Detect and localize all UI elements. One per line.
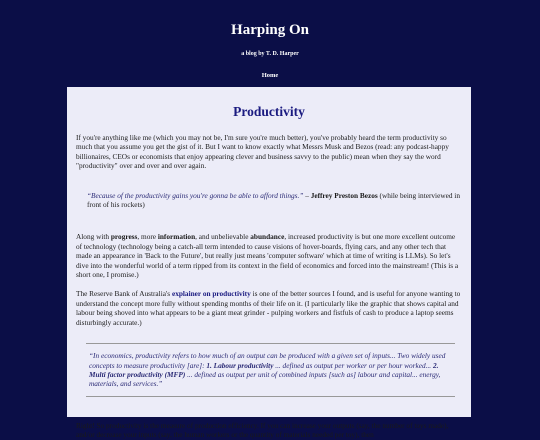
- labour-productivity-term: 1. Labour productivity: [206, 360, 274, 370]
- text-span: The Reserve Bank of Australia's: [76, 289, 172, 299]
- bezos-quote: [76, 191, 463, 210]
- text-span: ... defined as output per unit of combined inputs [such as] labour and capital... energy, materials, and services.”: [89, 369, 441, 389]
- paragraph-intro: If you're anything like me (which you may not be, I'm sure you're much better), you've probably heard the term productivity so much that you assume you get the gist of it. But I want to know exactly what Messrs Musk and Bezos (read: any podcast-happy billionaires, CEOs or economists that enjoy appearing clever and business savvy to the public) mean when they say the word "productivity" over and over and over again.: [76, 133, 449, 171]
- text-span: , more: [137, 232, 158, 242]
- post-content: [67, 133, 471, 440]
- text-span: , increased productivity is but one more excellent outcome of technology (technology being a catch-all term intended to cause visions of hover-boards, flying cars, and any other tech that made an appearance in 'Back to the Future', but really just means 'computer software' which at time of writing is LLMs). So let's dive into the wonderful world of a term ripped from its context in the field of economics and forced into the mainstream! (This is a short one, I promise.): [76, 232, 459, 280]
- blog-header: [0, 0, 540, 82]
- text-span: “In economics, productivity refers to how much of an output can be produced with a given set of inputs... Two widely used concepts to measure productivity [are]:: [89, 351, 446, 370]
- bezos-quote-separator: –: [303, 190, 311, 200]
- text-span: , and unbelievable: [195, 232, 251, 242]
- text-span: ... defined as output per worker or per hour worked...: [273, 360, 433, 370]
- emphasis-abundance: abundance: [250, 232, 285, 242]
- text-span: Along with: [76, 232, 111, 242]
- paragraph-rba: [76, 289, 463, 327]
- site-tagline: a blog by T. D. Harper: [241, 51, 299, 57]
- text-span: is one of the better sources I found, and is useful for anyone wanting to understand the concept more fully without spending months of their life on it. (I particularly like the graphic that shows capital and labour being shoved into what appears to be a giant meat grinder - pulping workers and fistfuls of cash to produce a laptop seems disturbingly accurate.): [76, 289, 461, 327]
- emphasis-progress: progress: [110, 232, 138, 242]
- bezos-quote-text: “Because of the productivity gains you're gonna be able to afford things.”: [87, 190, 304, 200]
- site-title: Harping On: [231, 22, 309, 38]
- post-card: [67, 87, 471, 440]
- mfp-term: 2. Multi factor productivity (MFP): [89, 360, 439, 379]
- emphasis-information: information: [157, 232, 196, 242]
- paragraph-definition: Right! So productivity is the measure of production efficiency. If you can increase your outputs (say, the number of toys made), and/or decrease your inputs (say, the human workers or the quantity of materials needed per toy), then: [76, 420, 449, 440]
- rba-explainer-link[interactable]: explainer on productivity: [171, 289, 251, 299]
- bezos-quote-author: Jeffrey Preston Bezos: [310, 190, 378, 200]
- post-title: Productivity: [233, 104, 305, 119]
- rba-quote-text: [89, 351, 445, 388]
- rba-quote-block: [86, 343, 455, 397]
- bezos-quote-context: (while being interviewed in front of his rockets): [87, 190, 460, 210]
- paragraph-technology: [76, 232, 463, 279]
- nav-home-link[interactable]: Home: [261, 72, 279, 79]
